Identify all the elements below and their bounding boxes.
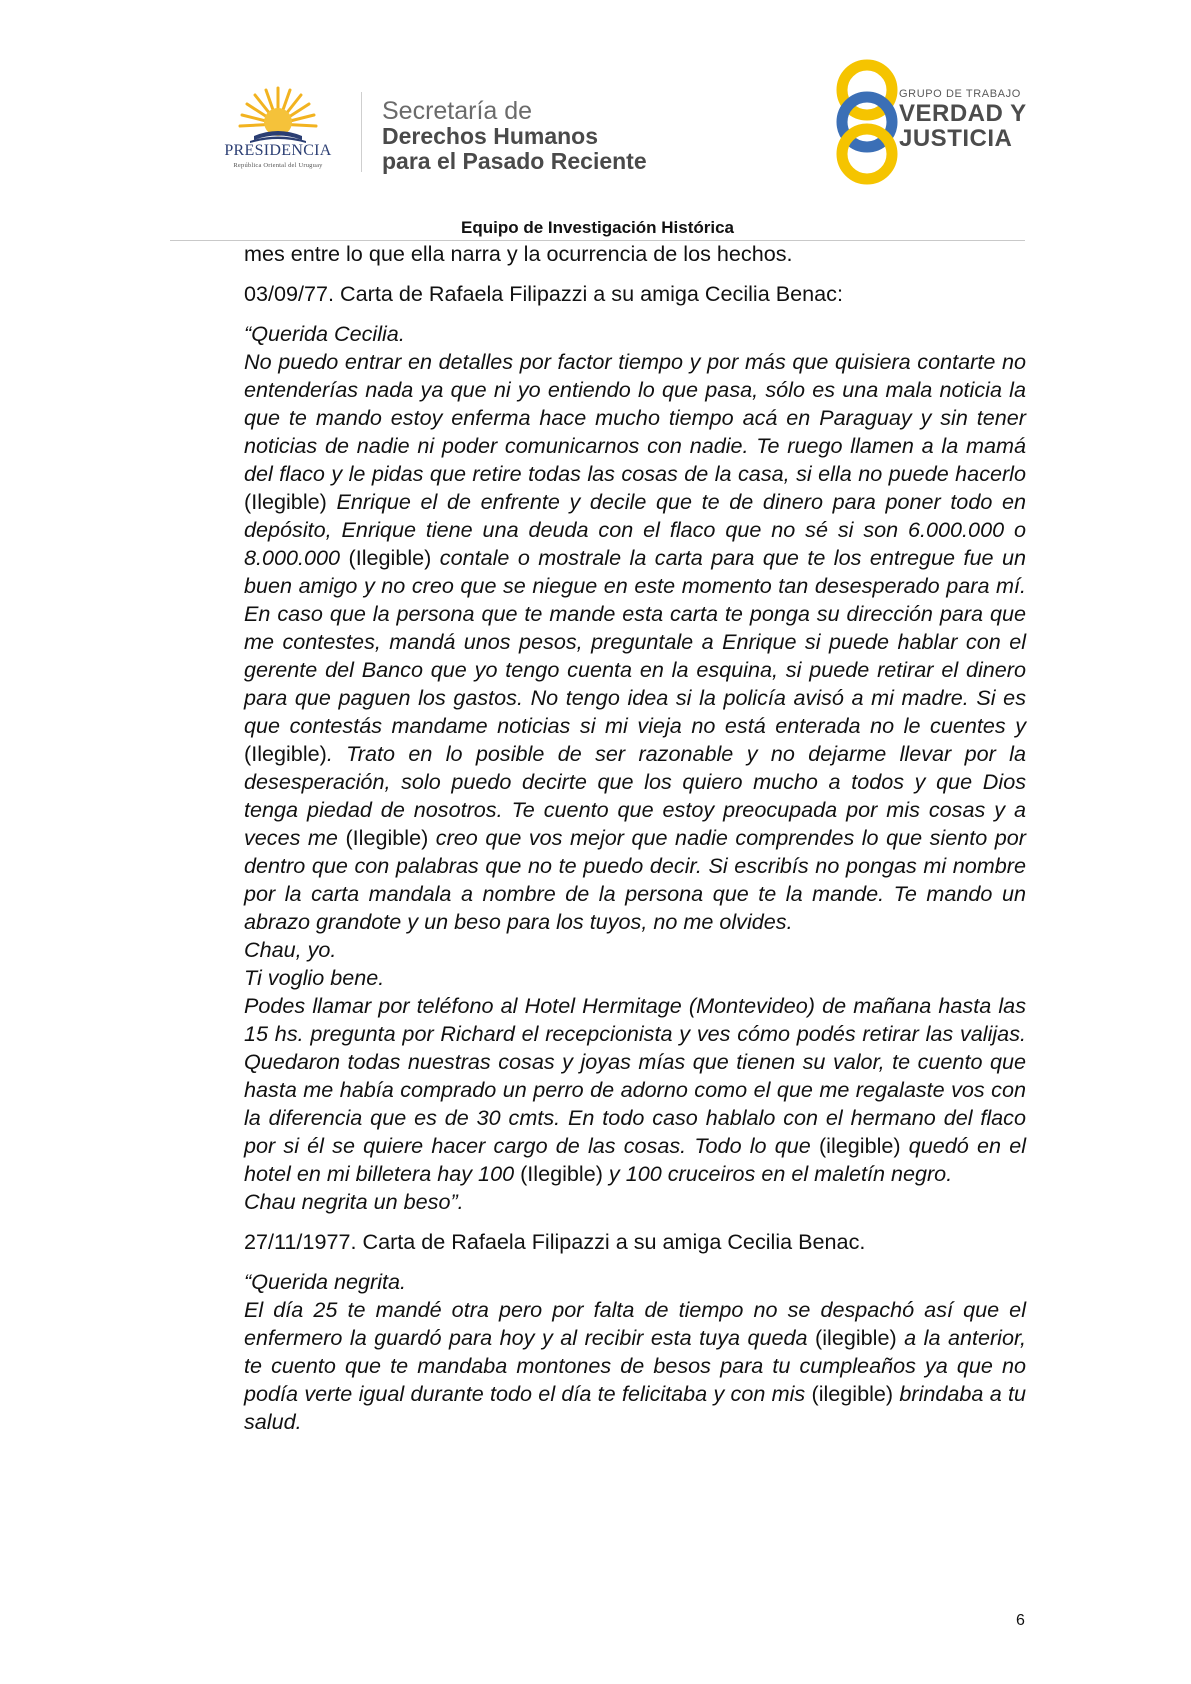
presidencia-name: PRESIDENCIA <box>224 142 332 159</box>
page-number: 6 <box>1016 1612 1025 1629</box>
letter1-ti-voglio: Ti voglio bene. <box>244 965 385 990</box>
vj-small-text: GRUPO DE TRABAJO <box>899 88 1021 100</box>
page-header <box>0 0 1191 237</box>
letter1-text <box>244 320 1026 1216</box>
secretaria-line-2: Derechos Humanos <box>382 123 599 149</box>
illegible-note: (ilegible) <box>815 1325 897 1350</box>
presidencia-logo <box>214 84 342 180</box>
vj-line-2: JUSTICIA <box>899 125 1013 152</box>
letter2-text <box>244 1268 1026 1436</box>
secretaria-title <box>382 98 722 174</box>
letter2-heading: 27/11/1977. Carta de Rafaela Filipazzi a su amiga Cecilia Benac. <box>244 1229 866 1254</box>
letter1-ps-part: y 100 cruceiros en el maletín negro. <box>602 1161 953 1186</box>
illegible-note: (Ilegible) <box>520 1161 603 1186</box>
header-divider <box>361 92 362 172</box>
letter1-paragraph <box>244 348 1026 936</box>
letter2-text-part: brindaba a tu salud. <box>244 1381 1026 1434</box>
vj-line-1: VERDAD Y <box>899 100 1027 127</box>
document-body <box>244 240 1026 1436</box>
illegible-note: (ilegible) <box>818 1133 901 1158</box>
letter2-text-part: a la anterior, te cuento que te mandaba montones de besos para tu cumpleaños ya que no podía verte igual durante todo el día te felicitaba y con mis <box>244 1325 1026 1406</box>
letter1-text-part: contale o mostrale la carta para que te los entregue fue un buen amigo y no creo que se niegue en este momento tan desesperado para mí. En caso que la persona que te mande esta carta te ponga su dirección para que me contestes, mandá unos pesos, preguntale a Enrique si puede hablar con el gerente del Banco que yo tengo cuenta en la esquina, si puede retirar el dinero para que paguen los gastos. No tengo idea si la policía avisó a mi madre. Si es que contestás mandame noticias si mi vieja no está enterada no le cuentes y <box>244 545 1026 738</box>
illegible-note: (Ilegible) <box>348 545 432 570</box>
team-title: Equipo de Investigación Histórica <box>461 218 734 237</box>
letter1-ps-part: quedó en el hotel en mi billetera hay 100 <box>244 1133 1026 1186</box>
illegible-note: (Ilegible) <box>345 825 429 850</box>
verdad-justicia-wordmark <box>899 88 1049 151</box>
sun-emblem-icon <box>214 84 342 144</box>
illegible-note: (Ilegible) <box>244 489 327 514</box>
letter2-text-part: El día 25 te mandé otra pero por falta de tiempo no se despachó así que el enfermero la guardó para hoy y al recibir esta tuya queda <box>244 1297 1026 1350</box>
letter1-greeting: “Querida Cecilia. <box>244 321 405 346</box>
letter1-heading: 03/09/77. Carta de Rafaela Filipazzi a su amiga Cecilia Benac: <box>244 281 843 306</box>
letter1-text-part: . Trato en lo posible de ser razonable y no dejarme llevar por la desesperación, solo puedo decirte que los quiero mucho a todos y que Dios tenga piedad de nosotros. Te cuento que estoy preocupada por mis cosas y a veces me <box>244 741 1026 850</box>
secretaria-line-1: Secretaría de <box>382 97 533 125</box>
letter2-greeting: “Querida negrita. <box>244 1269 407 1294</box>
letter1-text-part: No puedo entrar en detalles por factor tiempo y por más que quisiera contarte no entenderías nada ya que ni yo entiendo lo que pasa, sólo es una mala noticia la que te mando estoy enferma hace mucho tiempo acá en Paraguay y sin tener noticias de nadie ni poder comunicarnos con nadie. Te ruego llamen a la mamá del flaco y le pidas que retire todas las cosas de la casa, si ella no puede hacerlo <box>244 349 1026 486</box>
illegible-note: (ilegible) <box>811 1381 894 1406</box>
letter1-postscript <box>244 992 1026 1188</box>
letter2-paragraph <box>244 1296 1026 1436</box>
presidencia-subtitle: República Oriental del Uruguay <box>233 162 323 169</box>
letter1-closing: Chau negrita un beso”. <box>244 1189 464 1214</box>
intro-line: mes entre lo que ella narra y la ocurrencia de los hechos. <box>244 241 793 266</box>
illegible-note: (Ilegible) <box>244 741 327 766</box>
secretaria-line-3: para el Pasado Reciente <box>382 148 647 174</box>
letter1-chau: Chau, yo. <box>244 937 337 962</box>
letter1-ps-part: Podes llamar por teléfono al Hotel Hermitage (Montevideo) de mañana hasta las 15 hs. pregunta por Richard el recepcionista y ves cómo podés retirar las valijas. Quedaron todas nuestras cosas y joyas mías que tienen su valor, te cuento que hasta me había comprado un perro de adorno como el que me regalaste vos con la diferencia que es de 30 cmts. En todo caso hablalo con el hermano del flaco por si él se quiere hacer cargo de las cosas. Todo lo que <box>244 993 1026 1158</box>
letter1-text-part: Enrique el de enfrente y decile que te de dinero para poner todo en depósito, Enrique tiene una deuda con el flaco que no sé si son 6.000.000 o 8.000.000 <box>244 489 1026 570</box>
letter1-text-part: creo que vos mejor que nadie comprendes lo que siento por dentro que con palabras que no te puedo decir. Si escribís no pongas mi nombre por la carta mandala a nombre de la persona que te la mande. Te mando un abrazo grandote y un beso para los tuyos, no me olvides. <box>244 825 1026 934</box>
